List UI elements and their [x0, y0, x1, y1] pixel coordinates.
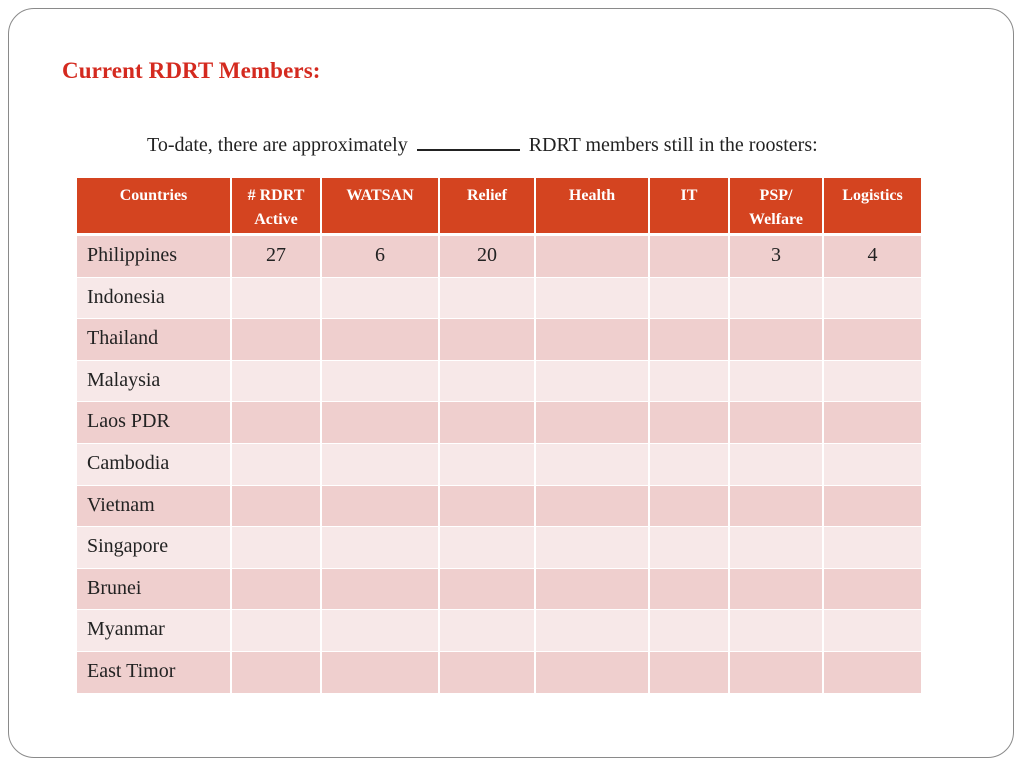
count-cell	[232, 652, 322, 694]
count-cell	[824, 361, 921, 403]
count-cell	[536, 569, 650, 611]
table-row	[77, 444, 921, 486]
count-cell	[440, 402, 536, 444]
table-row	[77, 278, 921, 320]
country-cell: Cambodia	[77, 444, 232, 486]
count-cell	[730, 610, 824, 652]
subtitle-suffix: RDRT members still in the roosters:	[528, 134, 818, 156]
count-cell	[322, 278, 440, 320]
fill-in-blank	[417, 135, 520, 151]
count-cell	[232, 278, 322, 320]
count-cell	[322, 486, 440, 528]
count-cell	[232, 444, 322, 486]
count-cell: 3	[730, 236, 824, 278]
table-row	[77, 319, 921, 361]
header-relief: Relief	[440, 178, 536, 236]
count-cell	[824, 319, 921, 361]
count-cell: 20	[440, 236, 536, 278]
country-cell: Philippines	[77, 236, 232, 278]
table-row	[77, 610, 921, 652]
header-health: Health	[536, 178, 650, 236]
count-cell	[440, 652, 536, 694]
count-cell	[536, 527, 650, 569]
header-logistics: Logistics	[824, 178, 921, 236]
page-title: Current RDRT Members:	[62, 58, 321, 83]
table-row	[77, 236, 921, 278]
members-table	[77, 178, 921, 694]
count-cell	[650, 610, 730, 652]
count-cell	[730, 402, 824, 444]
count-cell	[536, 319, 650, 361]
count-cell	[824, 527, 921, 569]
count-cell: 27	[232, 236, 322, 278]
count-cell	[730, 278, 824, 320]
count-cell	[650, 236, 730, 278]
count-cell	[730, 569, 824, 611]
count-cell	[824, 652, 921, 694]
count-cell	[536, 402, 650, 444]
count-cell	[650, 652, 730, 694]
count-cell	[730, 319, 824, 361]
count-cell	[232, 319, 322, 361]
table-row	[77, 486, 921, 528]
country-cell: Singapore	[77, 527, 232, 569]
count-cell	[824, 569, 921, 611]
count-cell	[440, 486, 536, 528]
count-cell: 4	[824, 236, 921, 278]
count-cell	[232, 402, 322, 444]
count-cell	[440, 319, 536, 361]
count-cell	[730, 361, 824, 403]
count-cell	[440, 278, 536, 320]
count-cell	[232, 527, 322, 569]
count-cell	[650, 569, 730, 611]
table-row	[77, 402, 921, 444]
header-countries: Countries	[77, 178, 232, 236]
header-it: IT	[650, 178, 730, 236]
count-cell	[440, 444, 536, 486]
count-cell	[322, 610, 440, 652]
country-cell: Brunei	[77, 569, 232, 611]
header-psp-welfare: PSP/ Welfare	[730, 178, 824, 236]
header-watsan: WATSAN	[322, 178, 440, 236]
count-cell	[824, 486, 921, 528]
count-cell: 6	[322, 236, 440, 278]
table-row	[77, 361, 921, 403]
count-cell	[232, 486, 322, 528]
count-cell	[232, 361, 322, 403]
count-cell	[322, 527, 440, 569]
count-cell	[650, 486, 730, 528]
count-cell	[730, 486, 824, 528]
country-cell: Indonesia	[77, 278, 232, 320]
count-cell	[440, 610, 536, 652]
count-cell	[650, 319, 730, 361]
count-cell	[322, 319, 440, 361]
country-cell: Malaysia	[77, 361, 232, 403]
count-cell	[536, 236, 650, 278]
count-cell	[322, 444, 440, 486]
count-cell	[824, 610, 921, 652]
count-cell	[232, 569, 322, 611]
count-cell	[536, 486, 650, 528]
count-cell	[232, 610, 322, 652]
count-cell	[650, 361, 730, 403]
count-cell	[536, 361, 650, 403]
count-cell	[322, 402, 440, 444]
country-cell: Laos PDR	[77, 402, 232, 444]
count-cell	[440, 569, 536, 611]
table-row	[77, 652, 921, 694]
country-cell: East Timor	[77, 652, 232, 694]
table-row	[77, 527, 921, 569]
count-cell	[730, 527, 824, 569]
country-cell: Vietnam	[77, 486, 232, 528]
count-cell	[730, 652, 824, 694]
country-cell: Thailand	[77, 319, 232, 361]
count-cell	[536, 278, 650, 320]
header-rdrt-active: # RDRT Active	[232, 178, 322, 236]
table-row	[77, 569, 921, 611]
country-cell: Myanmar	[77, 610, 232, 652]
count-cell	[730, 444, 824, 486]
count-cell	[322, 652, 440, 694]
count-cell	[650, 402, 730, 444]
count-cell	[440, 361, 536, 403]
count-cell	[536, 444, 650, 486]
count-cell	[440, 527, 536, 569]
count-cell	[650, 527, 730, 569]
count-cell	[536, 652, 650, 694]
count-cell	[322, 569, 440, 611]
count-cell	[650, 278, 730, 320]
table-header-row	[77, 178, 921, 236]
count-cell	[824, 402, 921, 444]
table-body	[77, 236, 921, 694]
subtitle-prefix: To-date, there are approximately	[147, 134, 408, 156]
subtitle-line	[147, 134, 818, 157]
count-cell	[322, 361, 440, 403]
count-cell	[824, 278, 921, 320]
count-cell	[536, 610, 650, 652]
count-cell	[824, 444, 921, 486]
count-cell	[650, 444, 730, 486]
